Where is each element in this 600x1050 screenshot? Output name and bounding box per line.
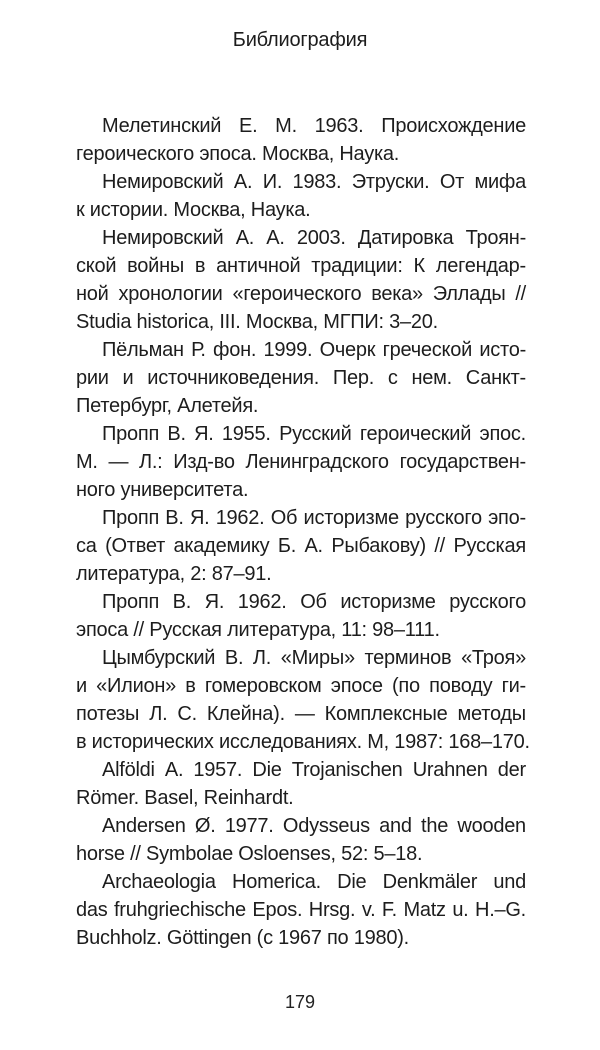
entry-line: эпоса // Русская литература, 11: 98–111. <box>76 619 440 641</box>
page-number: 179 <box>284 992 316 1012</box>
bibliography-entry <box>76 112 526 168</box>
entry-line: Пропп В. Я. 1962. Об историзме русского эпо- <box>102 507 526 529</box>
entry-line: Andersen Ø. 1977. Odysseus and the wooden <box>102 815 526 837</box>
entry-line: ной хронологии «героического века» Эллады // <box>76 283 526 305</box>
entry-line: Пёльман Р. фон. 1999. Очерк греческой исто- <box>102 339 526 361</box>
entry-line: к истории. Москва, Наука. <box>76 199 311 221</box>
entry-line: са (Ответ академику Б. А. Рыбакову) // Русская <box>76 535 526 557</box>
bibliography-entry <box>76 336 526 420</box>
bibliography-entry <box>76 168 526 224</box>
entry-line: Петербург, Алетейя. <box>76 395 259 417</box>
bibliography-entry <box>76 420 526 504</box>
entry-line: в исторических исследованиях. М, 1987: 168–170. <box>76 731 530 753</box>
bibliography-entry <box>76 224 526 336</box>
bibliography-entry <box>76 588 526 644</box>
bibliography-entry <box>76 504 526 588</box>
bibliography-list <box>76 112 530 952</box>
entry-line: ской войны в античной традиции: К легендар- <box>76 255 526 277</box>
entry-line: героического эпоса. Москва, Наука. <box>76 143 400 165</box>
entry-line: потезы Л. С. Клейна). — Комплексные методы <box>76 703 526 725</box>
entry-line: horse // Symbolae Osloenses, 52: 5–18. <box>76 843 423 865</box>
bibliography-entry <box>76 756 526 812</box>
entry-line: das fruhgriechische Epos. Hrsg. v. F. Matz u. H.–G. <box>76 899 526 921</box>
page-title: Библиография <box>232 29 368 51</box>
entry-line: Немировский А. А. 2003. Датировка Троян- <box>102 227 526 249</box>
bibliography-entry <box>76 644 530 756</box>
entry-line: ного университета. <box>76 479 249 501</box>
entry-line: Пропп В. Я. 1955. Русский героический эпос. <box>102 423 526 445</box>
entry-line: Alföldi A. 1957. Die Trojanischen Urahnen der <box>102 759 526 781</box>
entry-line: Buchholz. Göttingen (с 1967 по 1980). <box>76 927 409 949</box>
entry-line: литература, 2: 87–91. <box>76 563 272 585</box>
entry-line: Пропп В. Я. 1962. Об историзме русского <box>102 591 526 613</box>
entry-line: Archaeologia Homerica. Die Denkmäler und <box>102 871 526 893</box>
entry-line: Мелетинский Е. М. 1963. Происхождение <box>102 115 526 137</box>
entry-line: Studia historica, III. Москва, МГПИ: 3–20. <box>76 311 438 333</box>
entry-line: Цымбурский В. Л. «Миры» терминов «Троя» <box>102 647 526 669</box>
entry-line: М. — Л.: Изд-во Ленинградского государствен- <box>76 451 526 473</box>
entry-line: рии и источниковедения. Пер. с нем. Санкт- <box>76 367 526 389</box>
entry-line: Немировский А. И. 1983. Этруски. От мифа <box>102 171 526 193</box>
entry-line: Römer. Basel, Reinhardt. <box>76 787 294 809</box>
bibliography-entry <box>76 868 526 952</box>
entry-line: и «Илион» в гомеровском эпосе (по поводу ги- <box>76 675 526 697</box>
bibliography-entry <box>76 812 526 868</box>
